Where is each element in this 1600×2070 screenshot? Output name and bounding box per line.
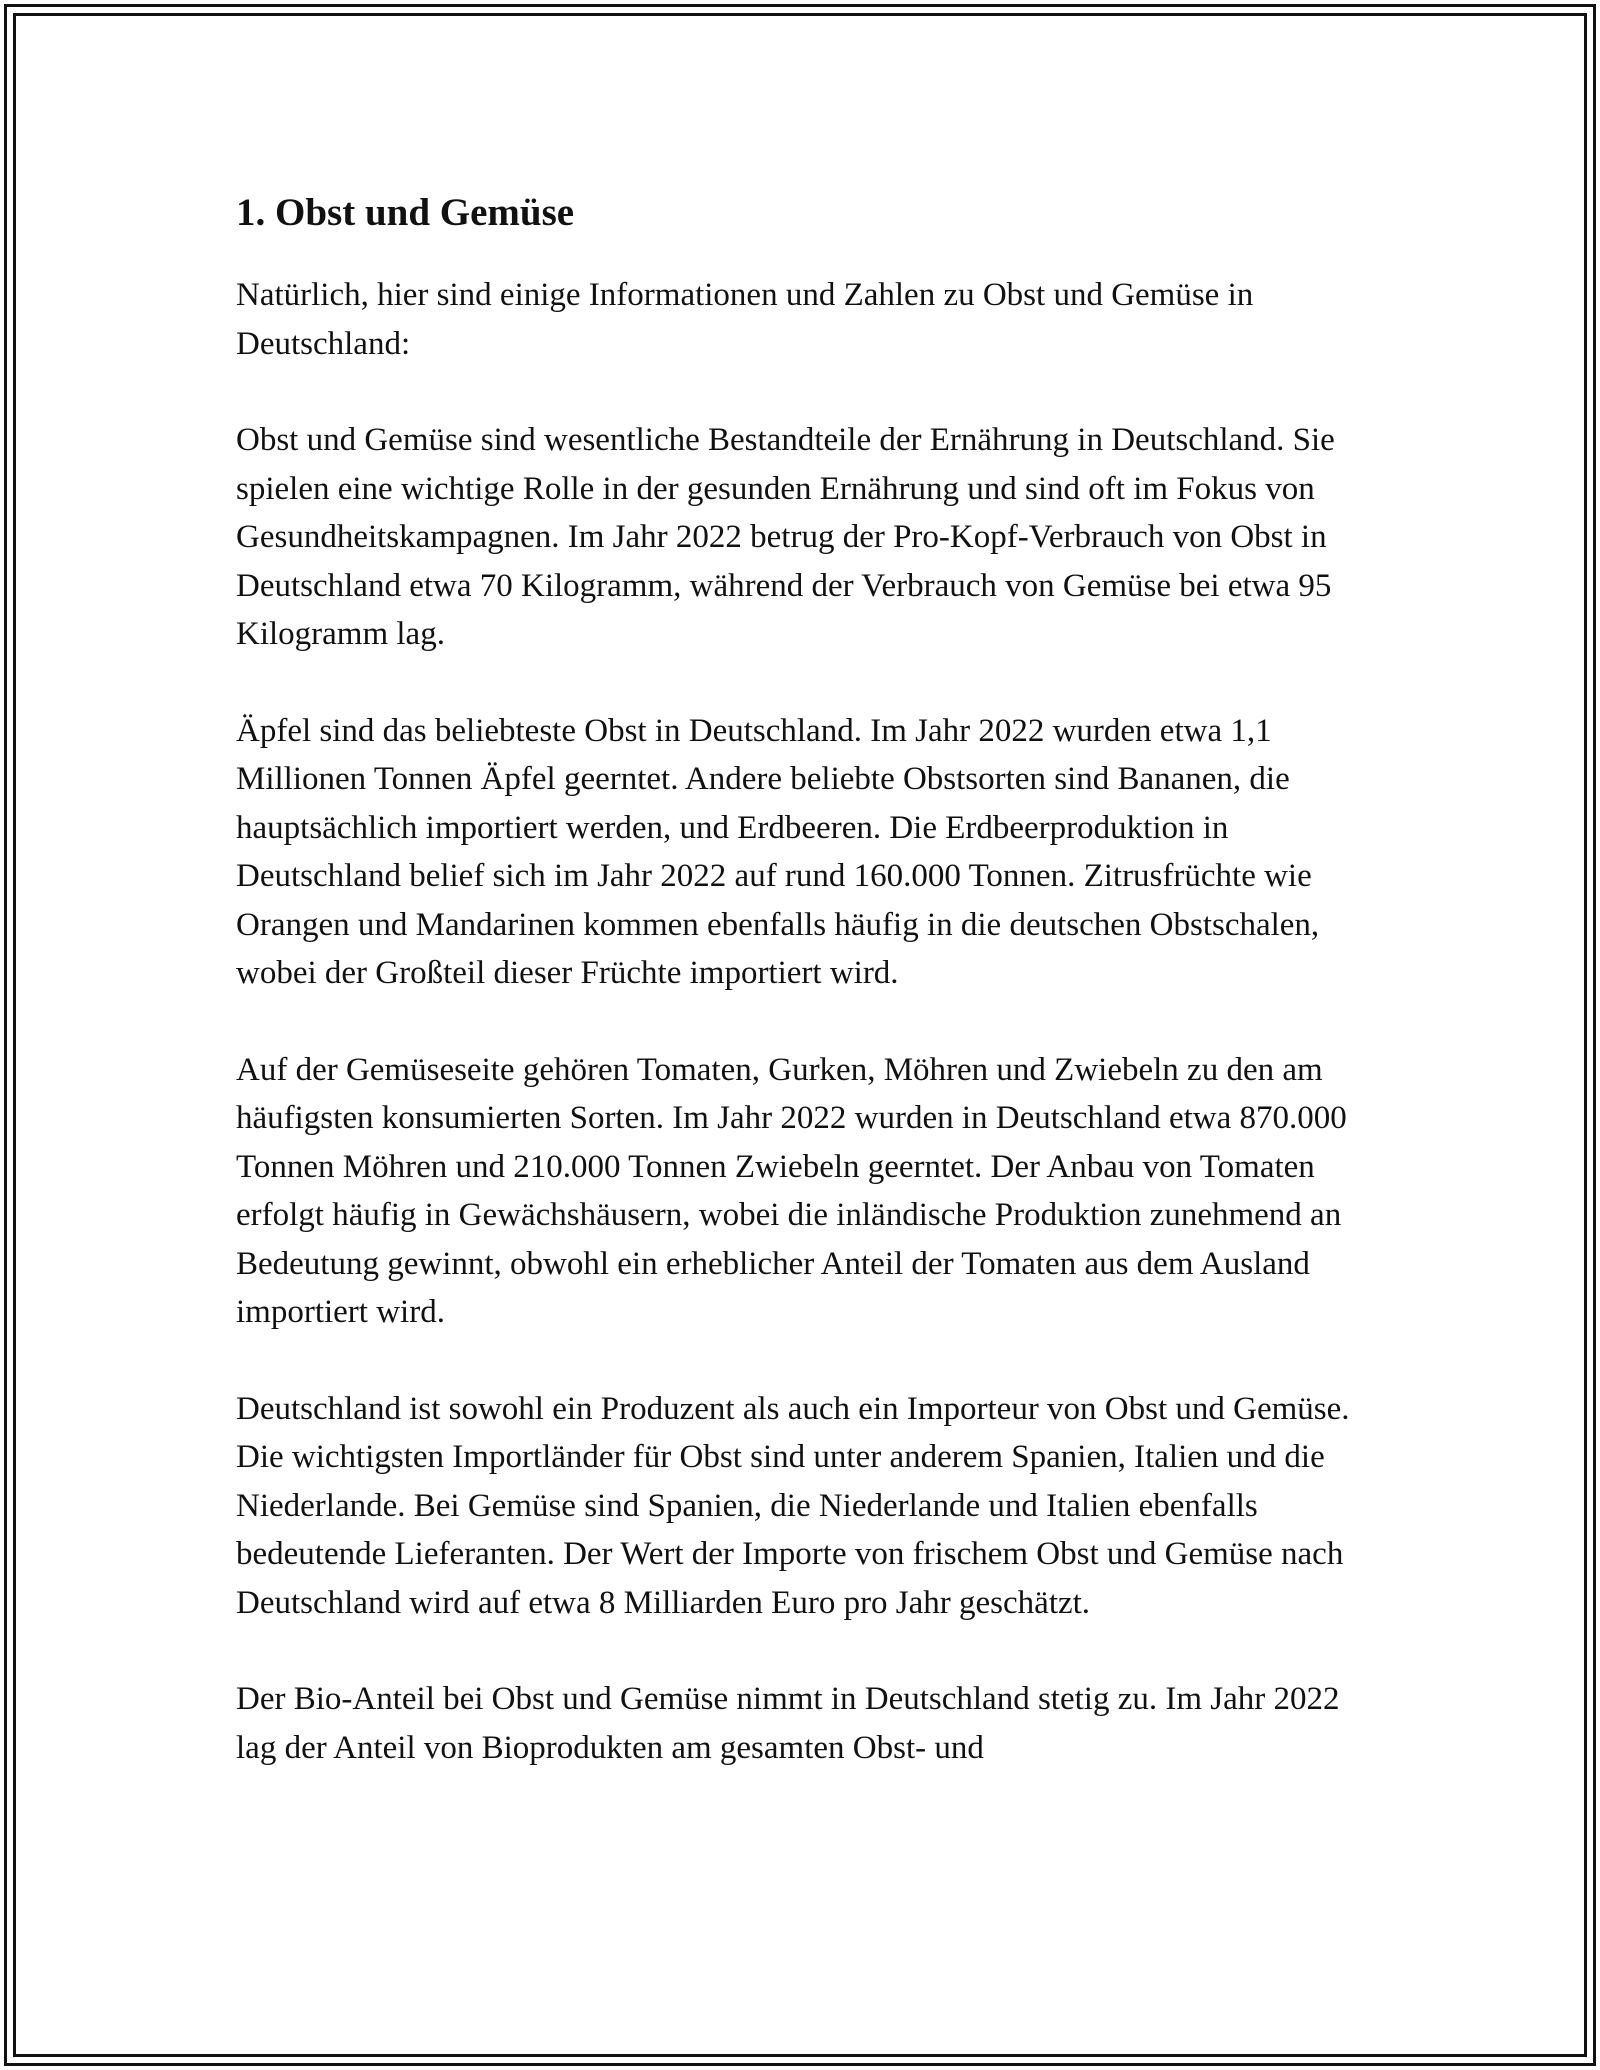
import-paragraph: Deutschland ist sowohl ein Produzent als auch ein Importeur von Obst und Gemüse. Die wichtigsten Importländer für Obst sind unter anderem Spanien, Italien und die Niederlande. Bei Gemüse sind Spanien, die Niederlande und Italien ebenfalls bedeutende Lieferanten. Der Wert der Importe von frischem Obst und Gemüse nach Deutschland wird auf etwa 8 Milliarden Euro pro Jahr geschätzt.: [236, 1390, 1350, 1621]
fruit-paragraph: Äpfel sind das beliebteste Obst in Deutschland. Im Jahr 2022 wurden etwa 1,1 Millionen Tonnen Äpfel geerntet. Andere beliebte Obstsorten sind Bananen, die hauptsächlich importiert werden, und Erdbeeren. Die Erdbeerproduktion in Deutschland belief sich im Jahr 2022 auf rund 160.000 Tonnen. Zitrusfrüchte wie Orangen und Mandarinen kommen ebenfalls häufig in die deutschen Obstschalen, wobei der Großteil dieser Früchte importiert wird.: [236, 712, 1320, 991]
section-title: 1. Obst und Gemüse: [236, 191, 575, 234]
vegetable-paragraph: Auf der Gemüseseite gehören Tomaten, Gurken, Möhren und Zwiebeln zu den am häufigsten konsumierten Sorten. Im Jahr 2022 wurden in Deutschland etwa 870.000 Tonnen Möhren und 210.000 Tonnen Zwiebeln geerntet. Der Anbau von Tomaten erfolgt häufig in Gewächshäusern, wobei die inländische Produktion zunehmend an Bedeutung gewinnt, obwohl ein erheblicher Anteil der Tomaten aus dem Ausland importiert wird.: [236, 1051, 1347, 1330]
organic-paragraph: Der Bio-Anteil bei Obst und Gemüse nimmt in Deutschland stetig zu. Im Jahr 2022 lag der Anteil von Bioprodukten am gesamten Obst- und: [236, 1681, 1340, 1766]
document-body: [236, 185, 1366, 1772]
intro-paragraph: Natürlich, hier sind einige Informationen und Zahlen zu Obst und Gemüse in Deutschland:: [236, 277, 1254, 362]
consumption-paragraph: Obst und Gemüse sind wesentliche Bestandteile der Ernährung in Deutschland. Sie spielen eine wichtige Rolle in der gesunden Ernährung und sind oft im Fokus von Gesundheitskampagnen. Im Jahr 2022 betrug der Pro-Kopf-Verbrauch von Obst in Deutschland etwa 70 Kilogramm, während der Verbrauch von Gemüse bei etwa 95 Kilogramm lag.: [236, 422, 1335, 652]
